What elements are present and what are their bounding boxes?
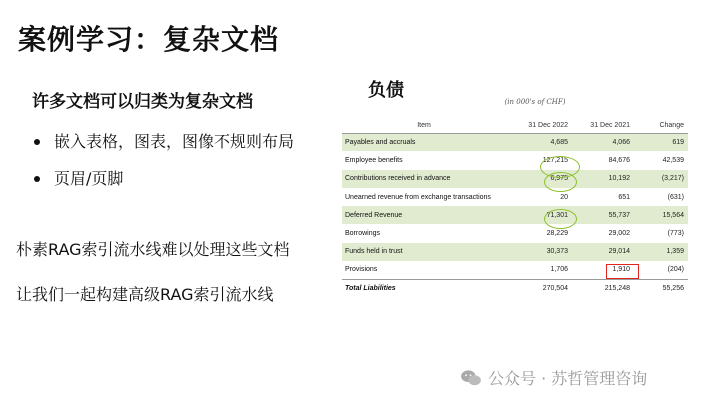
table-row xyxy=(342,188,688,206)
row-2021-cell: 55,737 xyxy=(572,206,634,224)
table-row xyxy=(342,151,688,169)
table-title: 负债 xyxy=(368,80,404,101)
row-item-cell: Unearned revenue from exchange transactions xyxy=(345,193,491,201)
subheading: 许多文档可以归类为复杂文档 xyxy=(32,92,253,112)
row-2022-cell: 6,975 xyxy=(510,170,572,188)
row-2021-cell: 10,192 xyxy=(572,170,634,188)
row-item-cell: Funds held in trust xyxy=(342,243,510,261)
table-row xyxy=(342,243,688,261)
row-2022-cell: 4,685 xyxy=(510,133,572,151)
row-item-cell: Deferred Revenue xyxy=(342,206,510,224)
row-2021-cell: 29,014 xyxy=(572,243,634,261)
watermark-text: 公众号 · 苏哲管理咨询 xyxy=(488,369,648,388)
row-change-cell: 1,359 xyxy=(634,243,688,261)
body-line: 让我们一起构建高级RAG索引流水线 xyxy=(16,285,274,304)
table-header-row xyxy=(342,118,688,133)
highlight-circle xyxy=(544,172,577,192)
row-change-cell: (631) xyxy=(667,193,684,201)
row-2022-cell: 28,229 xyxy=(546,230,568,238)
row-2021-cell: 29,002 xyxy=(608,230,630,238)
bullet-text: 嵌入表格，图表，图像不规则布局 xyxy=(54,132,295,151)
bullet-list xyxy=(34,132,294,206)
bullet-dot-icon xyxy=(34,176,40,182)
row-2021-cell: 651 xyxy=(618,193,630,201)
row-2022-cell: 71,301 xyxy=(510,206,572,224)
total-2021-cell: 215,248 xyxy=(572,279,634,297)
row-2022-cell: 127,215 xyxy=(542,156,568,164)
row-change-cell: 42,539 xyxy=(662,156,684,164)
row-2021-cell: 1,910 xyxy=(612,266,630,274)
total-row xyxy=(342,279,688,297)
row-item-cell: Employee benefits xyxy=(345,156,403,164)
row-change-cell: (204) xyxy=(667,266,684,274)
table-row xyxy=(342,133,688,151)
table-row xyxy=(342,170,688,188)
total-2022-cell: 270,504 xyxy=(510,279,572,297)
bullet-item xyxy=(34,169,294,189)
bullet-item xyxy=(34,132,294,152)
row-change-cell: 619 xyxy=(634,133,688,151)
row-change-cell: (3,217) xyxy=(634,170,688,188)
row-2022-cell: 1,706 xyxy=(550,266,568,274)
body-line: 朴素RAG索引流水线难以处理这些文档 xyxy=(16,240,290,259)
highlight-box xyxy=(606,264,639,279)
bullet-dot-icon xyxy=(34,139,40,145)
total-item-cell: Total Liabilities xyxy=(342,279,510,297)
row-2021-cell: 84,676 xyxy=(608,156,630,164)
liabilities-panel xyxy=(340,72,690,304)
watermark xyxy=(460,366,647,389)
bullet-text: 页眉/页脚 xyxy=(54,169,124,188)
row-change-cell: (773) xyxy=(667,230,684,238)
row-2022-cell: 20 xyxy=(560,193,568,201)
wechat-icon xyxy=(460,369,482,387)
table-unit: (in 000's of CHF) xyxy=(504,98,566,106)
row-item-cell: Borrowings xyxy=(345,230,381,238)
row-item-cell: Payables and accruals xyxy=(342,133,510,151)
row-2021-cell: 4,066 xyxy=(572,133,634,151)
row-item-cell: Provisions xyxy=(345,266,378,274)
total-change-cell: 55,256 xyxy=(634,279,688,297)
header-change: Change xyxy=(634,118,688,133)
header-item: Item xyxy=(342,118,510,133)
slide-title: 案例学习：复杂文档 xyxy=(18,23,280,56)
table-row xyxy=(342,206,688,224)
header-2022: 31 Dec 2022 xyxy=(510,118,572,133)
row-2022-cell: 30,373 xyxy=(510,243,572,261)
highlight-circle xyxy=(544,209,577,229)
header-2021: 31 Dec 2021 xyxy=(572,118,634,133)
row-change-cell: 15,564 xyxy=(634,206,688,224)
row-item-cell: Contributions received in advance xyxy=(342,170,510,188)
table-row xyxy=(342,224,688,242)
